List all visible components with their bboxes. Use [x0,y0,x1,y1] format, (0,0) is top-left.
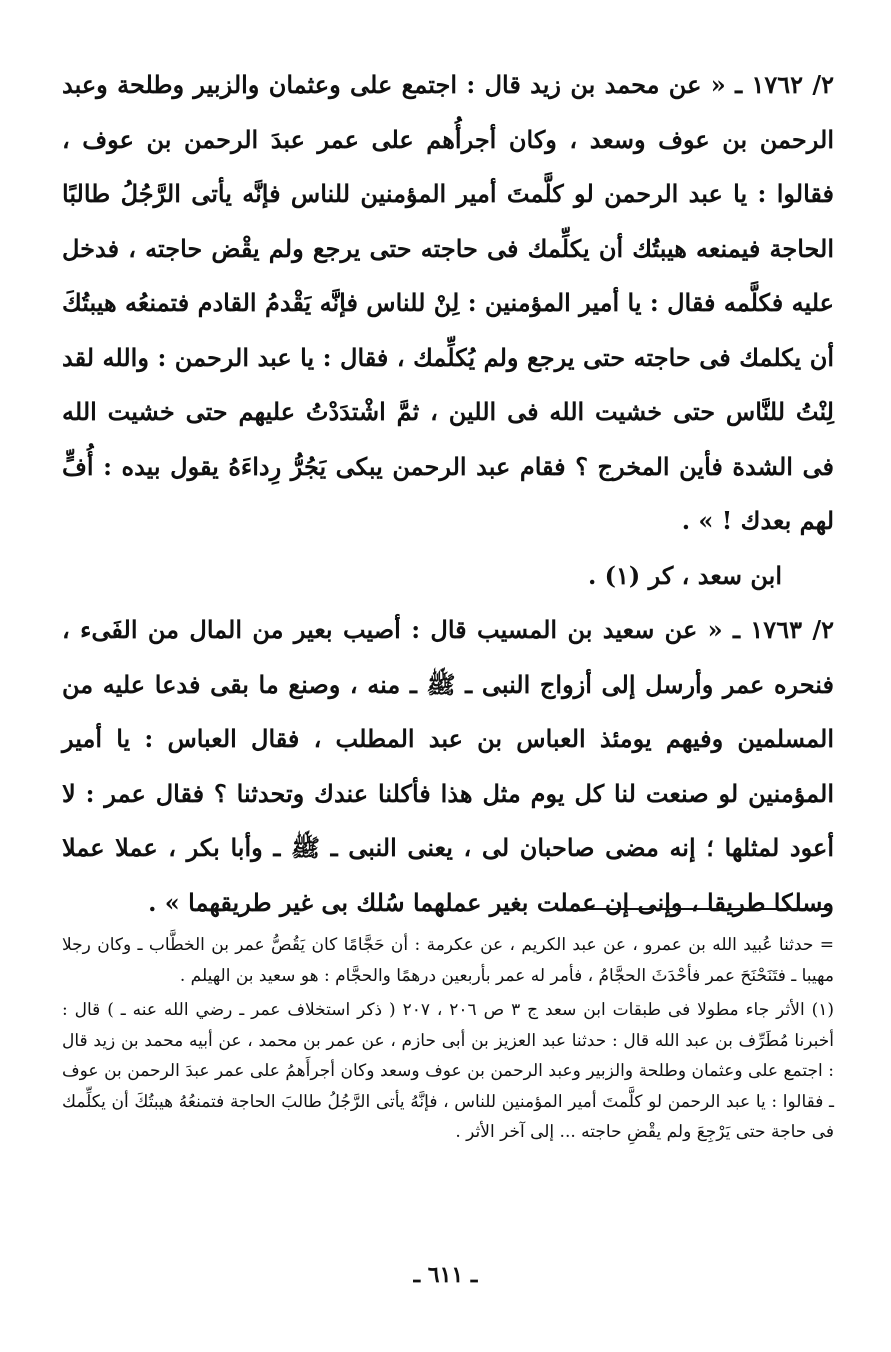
main-text [62,58,834,930]
footnote-divider [581,908,829,910]
hadith-entry-1762: ٢/ ١٧٦٢ ـ « عن محمد بن زيد قال : اجتمع على وعثمان والزبير وطلحة وعبد الرحمن بن عوف وسعد ، وكان أجرأُهم على عمر عبدَ الرحمن بن عوف ، فقالوا : يا عبد الرحمن لو كلَّمتَ أمير المؤمنين للناس فإنَّه يأتى الرَّجُلُ طالبًا الحاجة فيمنعه هيبتُك أن يكلِّمك فى حاجته حتى يرجع ولم يقْض حاجته ، فدخل عليه فكلَّمه فقال : يا أمير المؤمنين : لِنْ للناس فإنَّه يَقْدمُ القادم فتمنعُه هيبتُكَ أن يكلمك فى حاجته حتى يرجع ولم يُكلِّمك ، فقال : يا عبد الرحمن : والله لقد لِنْتُ للنَّاس حتى خشيت الله فى اللين ، ثمَّ اشْتدَدْتُ عليهم حتى خشيت الله فى الشدة فأين المخرج ؟ فقام عبد الرحمن يبكى يَجُرُّ رِداءَهُ يقول بيده : أُفٍّ لهم بعدك ! » . [62,70,834,535]
footnotes [62,930,834,1152]
source-citation: ابن سعد ، كر (١) . [587,560,782,590]
footnote-1: (١) الأثر جاء مطولا فى طبقات ابن سعد ج ٣ ص ٢٠٦ ، ٢٠٧ ( ذكر استخلاف عمر ـ رضي الله عنه ـ ) قال : أخبرنا مُطَرِّف بن عبد الله قال : حدثنا عبد العزيز بن أبى حازم ، عن عمر بن محمد ، عن أبيه محمد بن زيد قال : اجتمع على وعثمان وطلحة والزبير وعبد الرحمن بن عوف وسعد وكان أجرأَهمُ على عمر عبدَ الرحمن بن عوف ـ فقالوا : يا عبد الرحمن لو كلَّمتَ أمير المؤمنين للناس ، فإنَّهُ يأتى الرَّجُلُ طالبَ الحاجة فتمنعُهُ هيبتُكَ أن يكلِّمك فى حاجة حتى يَرْجِعَ ولم يقْضِ حاجته ... إلى آخر الأثر . [62,1000,835,1142]
hadith-entry-1763: ٢/ ١٧٦٣ ـ « عن سعيد بن المسيب قال : أصيب بعير من المال من الفَىء ، فنحره عمر وأرسل إلى أزواج النبى ـ ﷺ ـ منه ، وصنع ما بقى فدعا عليه من المسلمين وفيهم يومئذ العباس بن عبد المطلب ، فقال العباس : يا أمير المؤمنين لو صنعت لنا كل يوم مثل هذا فأكلنا عندك وتحدثنا ؟ فقال عمر : لا أعود لمثلها ؛ إنه مضى صاحبان لى ، يعنى النبى ـ ﷺ ـ وأبا بكر ، عملا عملا وسلكا طريقا ، وإنى إن عملت بغير عملهما سُلك بى غير طريقهما » . [62,615,834,917]
footnote-continuation: = حدثنا عُبيد الله بن عمرو ، عن عبد الكريم ، عن عكرمة : أن حَجَّامًا كان يَقُصُّ عمر بن الخطَّاب ـ وكان رجلا مهيبا ـ فتَنَحْنَحَ عمر فأحْدَثَ الحجَّامُ ، فأمر له عمر بأربعين درهمًا والحجَّام : هو سعيد بن الهيلم . [62,935,834,986]
page-number: ـ ٦١١ ـ [413,1262,478,1288]
